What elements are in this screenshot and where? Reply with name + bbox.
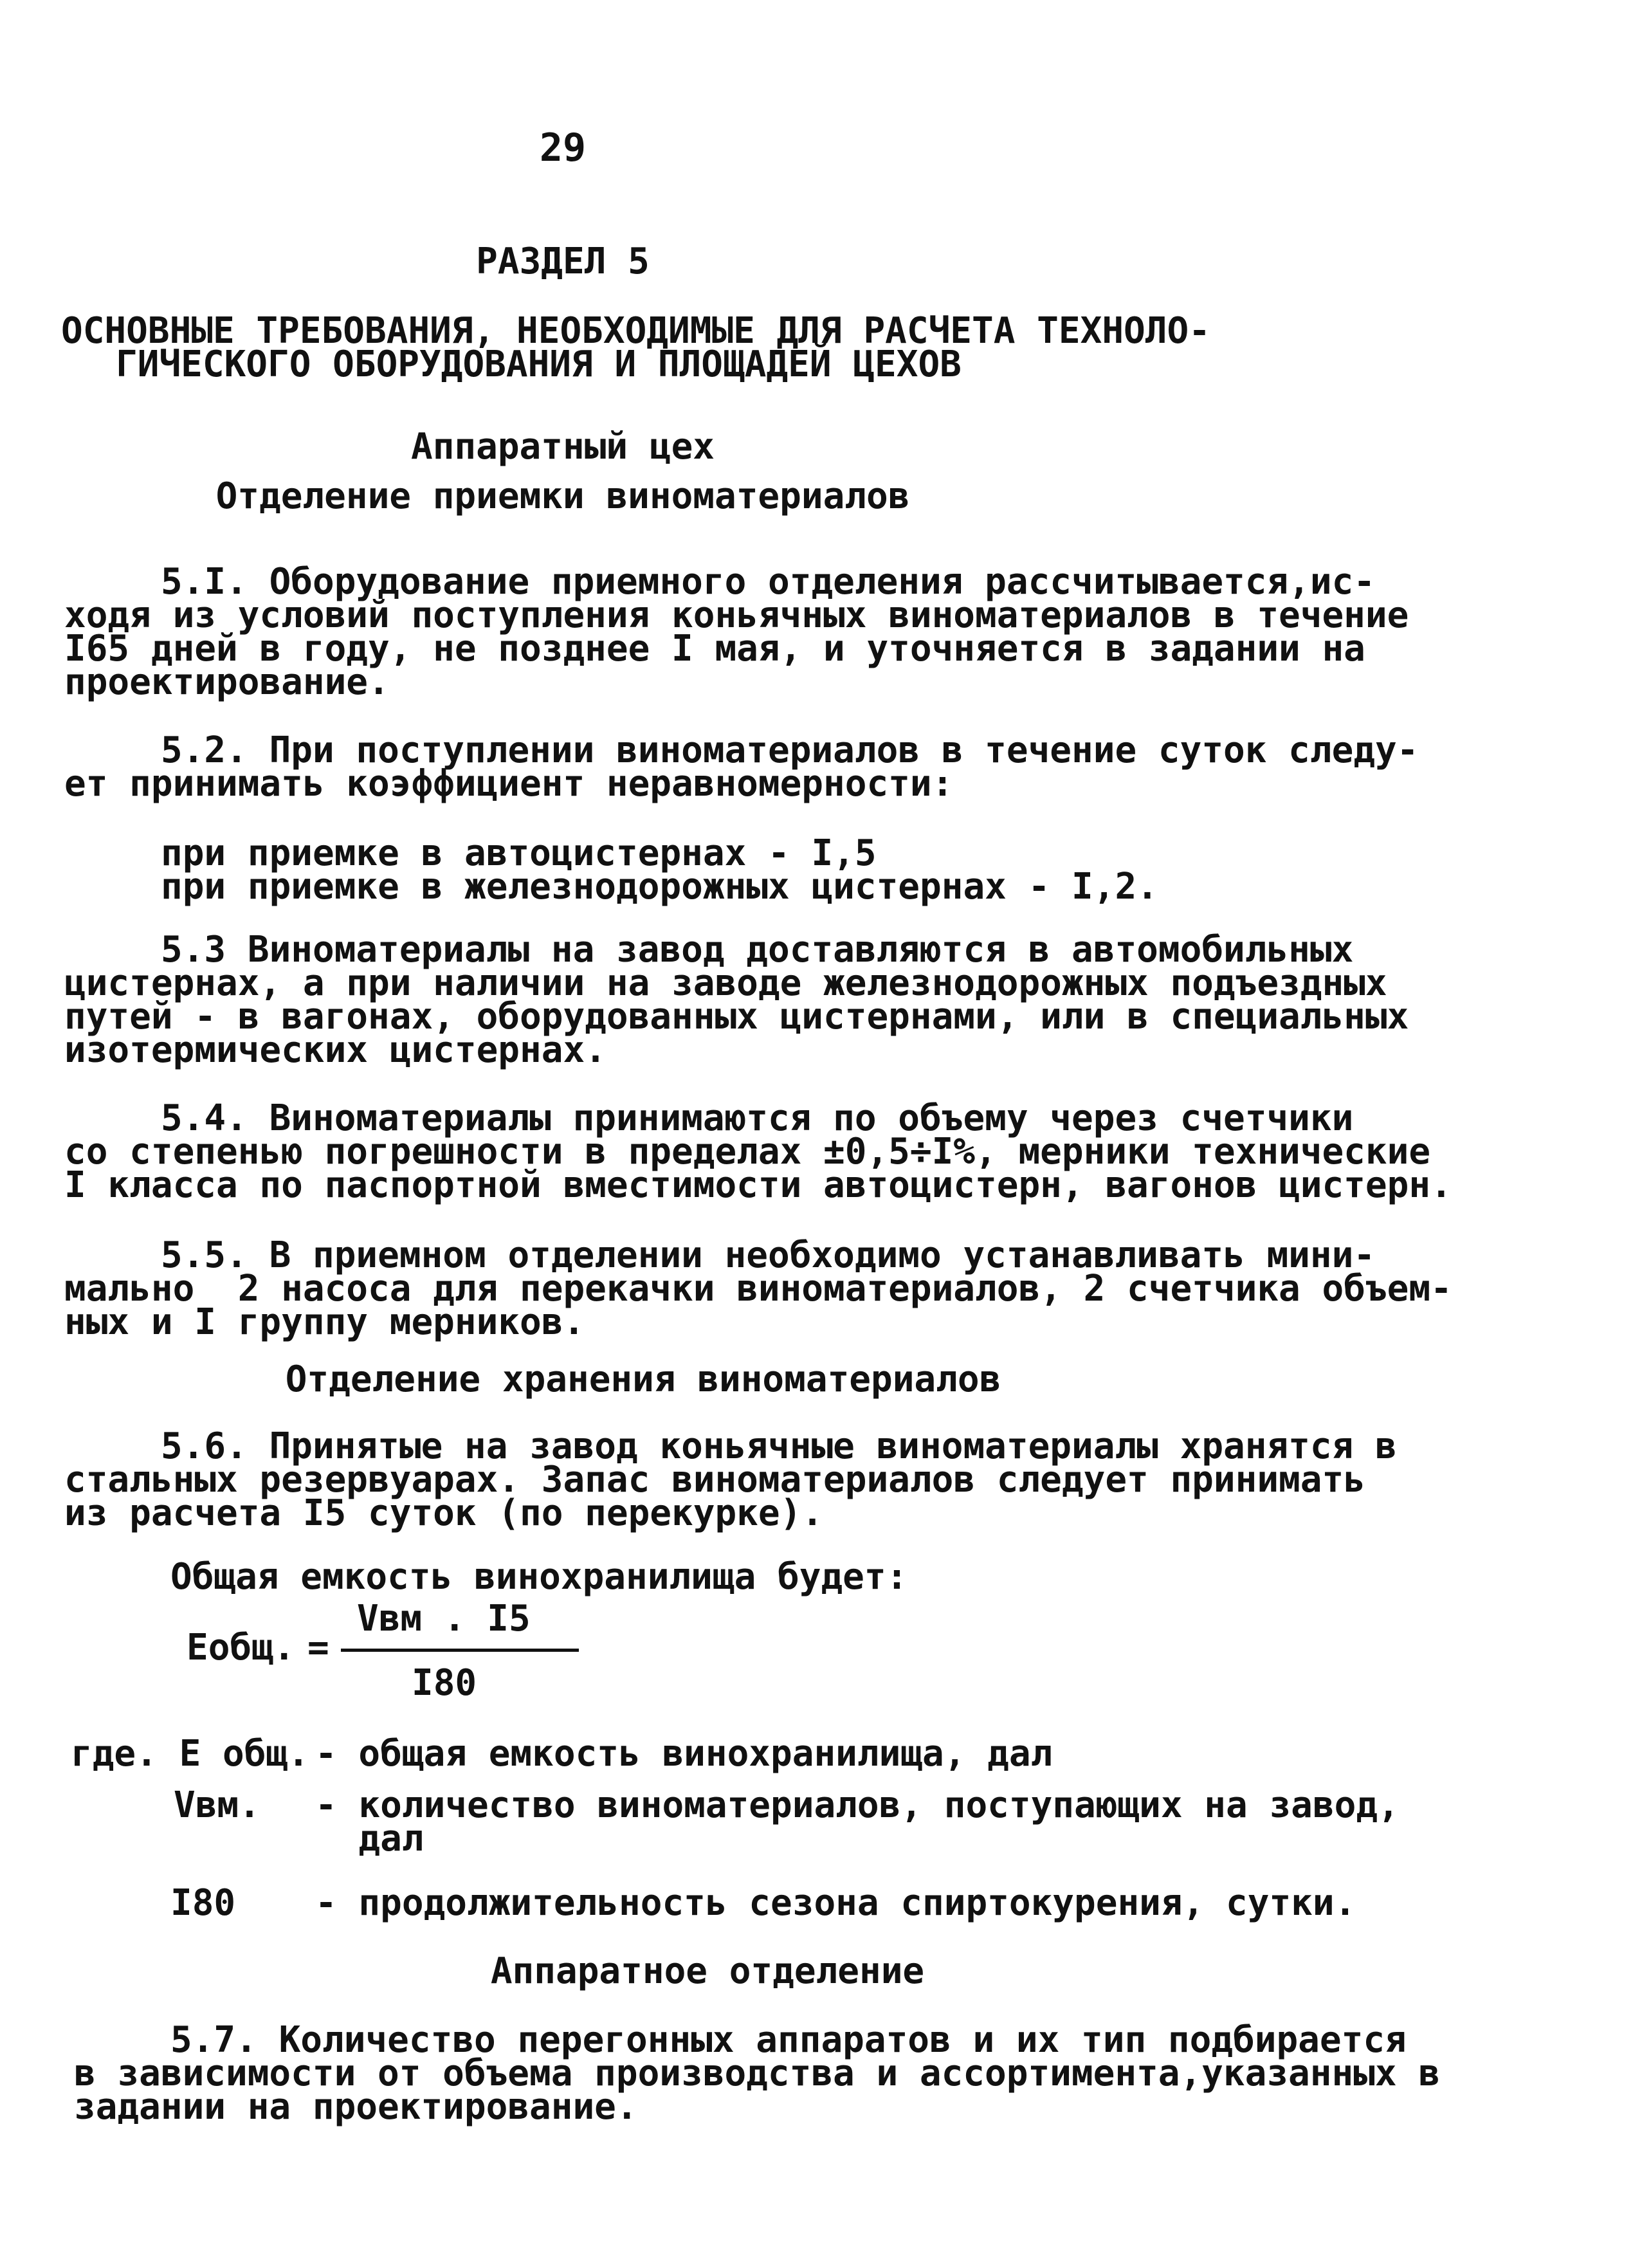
para-5-3-line-2: цистернах, а при наличии на заводе железнодорожных подъездных: [64, 962, 1387, 1004]
para-5-1-line-3: I65 дней в году, не позднее I мая, и уточняется в задании на: [64, 628, 1365, 670]
section-heading-line-1: ОСНОВНЫЕ ТРЕБОВАНИЯ, НЕОБХОДИМЫЕ ДЛЯ РАСЧЕТА ТЕХНОЛО-: [61, 310, 1210, 352]
legend-desc-3: - продолжительность сезона спиртокурения, сутки.: [315, 1882, 1356, 1924]
para-5-5-line-2: мально 2 насоса для перекачки виноматериалов, 2 счетчика объем-: [64, 1268, 1452, 1310]
section-heading-line-2: ГИЧЕСКОГО ОБОРУДОВАНИЯ И ПЛОЩАДЕЙ ЦЕХОВ: [116, 343, 962, 385]
formula-lhs: Еобщ.: [187, 1627, 295, 1669]
para-5-3-line-3: путей - в вагонах, оборудованных цистернами, или в специальных: [64, 996, 1409, 1038]
formula-denominator: I80: [412, 1662, 477, 1704]
para-5-1-line-2: ходя из условий поступления коньячных виноматериалов в течение: [64, 594, 1409, 636]
para-5-6-line-2: стальных резервуарах. Запас виноматериалов следует принимать: [64, 1459, 1365, 1501]
legend-desc-2-line-1: - количество виноматериалов, поступающих на завод,: [315, 1784, 1400, 1826]
legend-desc-1: - общая емкость винохранилища, дал: [315, 1733, 1053, 1775]
legend-symbol-1: где. Е общ.: [71, 1733, 309, 1775]
para-5-5-line-3: ных и I группу мерников.: [64, 1301, 585, 1343]
para-5-2-item-1: при приемке в автоцистернах - I,5: [161, 832, 877, 874]
page-number: 29: [539, 125, 587, 170]
para-5-6-line-3: из расчета I5 суток (по перекурке).: [64, 1492, 824, 1534]
para-5-5-line-1: 5.5. В приемном отделении необходимо устанавливать мини-: [161, 1234, 1376, 1276]
legend-symbol-2: Vвм.: [174, 1784, 260, 1826]
para-5-7-line-1: 5.7. Количество перегонных аппаратов и их тип подбирается: [170, 2019, 1407, 2061]
para-5-2-line-1: 5.2. При поступлении виноматериалов в течение суток следу-: [161, 729, 1419, 771]
para-5-1-line-4: проектирование.: [64, 661, 390, 703]
section-label: РАЗДЕЛ 5: [476, 241, 650, 282]
para-5-3-line-4: изотермических цистернах.: [64, 1029, 607, 1071]
para-5-4-line-1: 5.4. Виноматериалы принимаются по объему через счетчики: [161, 1097, 1354, 1139]
fraction-bar: [341, 1649, 579, 1652]
subsection-storage: Отделение хранения виноматериалов: [285, 1358, 1001, 1400]
para-5-7-line-2: в зависимости от объема производства и ассортимента,указанных в: [74, 2053, 1441, 2094]
para-5-4-line-3: I класса по паспортной вместимости автоцистерн, вагонов цистерн.: [64, 1164, 1452, 1206]
subsection-apparatus: Аппаратное отделение: [490, 1950, 925, 1992]
legend-symbol-3: I80: [170, 1882, 236, 1924]
para-5-3-line-1: 5.3 Виноматериалы на завод доставляются в автомобильных: [161, 929, 1354, 971]
para-5-2-item-2: при приемке в железнодорожных цистернах - I,2.: [161, 866, 1158, 908]
legend-desc-2-line-2: дал: [315, 1818, 424, 1860]
para-5-2-line-2: ет принимать коэффициент неравномерности:: [64, 763, 954, 805]
subsection-receiving: Отделение приемки виноматериалов: [215, 475, 910, 517]
para-5-6-line-1: 5.6. Принятые на завод коньячные виноматериалы хранятся в: [161, 1425, 1397, 1467]
capacity-intro: Общая емкость винохранилища будет:: [170, 1556, 908, 1598]
formula-equals: =: [307, 1627, 329, 1669]
para-5-1-line-1: 5.I. Оборудование приемного отделения рассчитывается,ис-: [161, 561, 1376, 603]
formula-numerator: Vвм . I5: [357, 1598, 531, 1640]
para-5-4-line-2: со степенью погрешности в пределах ±0,5÷I%, мерники технические: [64, 1131, 1431, 1173]
shop-title: Аппаратный цех: [410, 426, 715, 468]
para-5-7-line-3: задании на проектирование.: [74, 2086, 638, 2128]
